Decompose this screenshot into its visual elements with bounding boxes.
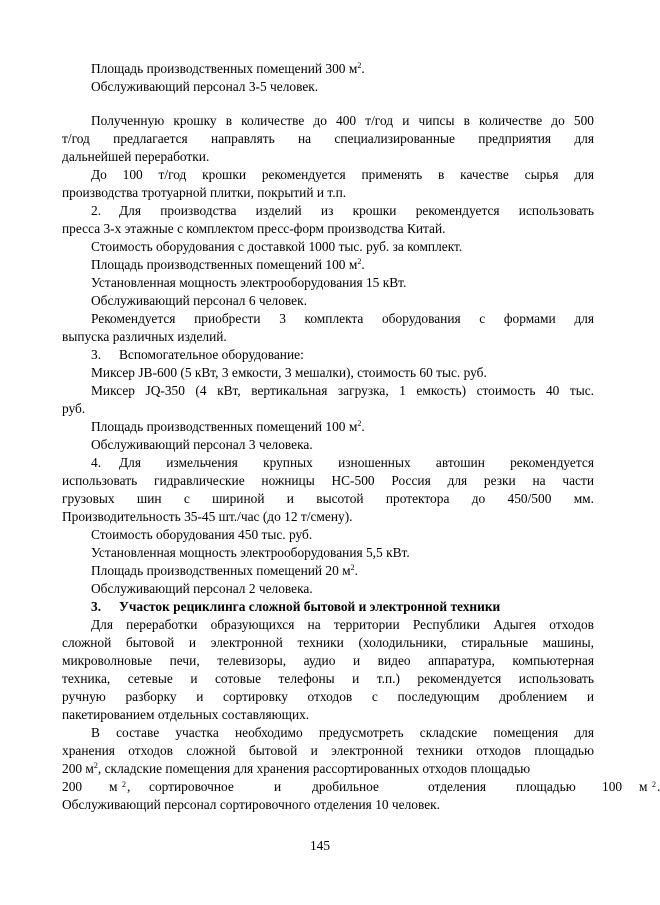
numbered-item: 4. Для измельчения крупных изношенных автошин рекомендуется <box>91 455 594 470</box>
page-number: 145 <box>309 838 331 853</box>
text-line: микроволновые печи, телевизоры, аудио и видео аппаратура, компьютерная <box>62 653 594 668</box>
text-line: 200 $м^2$, складские помещения для хранения рассортированных отходов площадью <box>62 761 531 776</box>
text-line: Обслуживающий персонал 3-5 человек. <box>91 79 319 94</box>
text-line: Обслуживающий персонал 3 человека. <box>91 437 313 452</box>
text-line: грузовых шин с шириной и высотой протектора до 450/500 мм. <box>62 491 594 506</box>
text-line: В составе участка необходимо предусмотреть складские помещения для <box>91 725 594 740</box>
text-line: Производительность 35-45 шт./час (до 12 т/смену). <box>62 509 353 524</box>
text-line: т/год предлагается направлять на специализированные предприятия для <box>62 131 594 146</box>
text-line: Площадь производственных помещений 20 $м^2$. <box>91 563 358 578</box>
text-line: техника, сетевые и сотовые телефоны и т.п.) рекомендуется использовать <box>62 671 594 686</box>
text-line: пресса 3-х этажные с комплектом пресс-форм производства Китай. <box>62 221 446 236</box>
text-line: До 100 т/год крошки рекомендуется применять в качестве сырья для <box>91 167 594 182</box>
text-line: Обслуживающий персонал 6 человек. <box>91 293 307 308</box>
text-line: выпуска различных изделий. <box>62 329 227 344</box>
text-line: Обслуживающий персонал 2 человека. <box>91 581 313 596</box>
text-line: пакетированием отдельных составляющих. <box>62 707 310 722</box>
text-line: Стоимость оборудования с доставкой 1000 тыс. руб. за комплект. <box>91 239 463 254</box>
text-line: руб. <box>62 401 86 416</box>
text-line: Полученную крошку в количестве до 400 т/год и чипсы в количестве до 500 <box>91 113 594 128</box>
text-line: Рекомендуется приобрести 3 комплекта оборудования с формами для <box>91 311 594 326</box>
text-line: производства тротуарной плитки, покрытий и т.п. <box>62 185 347 200</box>
text-line: Площадь производственных помещений 100 $м^2$. <box>91 419 365 434</box>
text-line: 200 м 2 , сортировочное и дробильное отделения площадью 100 м 2 <box>62 779 656 794</box>
text-line: Стоимость оборудования 450 тыс. руб. <box>91 527 313 542</box>
text-line: Для переработки образующихся на территории Республики Адыгея отходов <box>91 617 594 632</box>
numbered-item: 3. Вспомогательное оборудование: <box>91 347 304 362</box>
text-line: Площадь производственных помещений 300 $м^2$. <box>91 61 365 76</box>
text-line: сложной бытовой и электронной техники (холодильники, стиральные машины, <box>62 635 594 650</box>
numbered-item: 2. Для производства изделий из крошки рекомендуется использовать <box>91 203 594 218</box>
text-line: хранения отходов сложной бытовой и электронной техники отходов площадью <box>62 743 594 758</box>
text-line: использовать гидравлические ножницы НС-500 Россия для резки на части <box>62 473 594 488</box>
text-line: Установленная мощность электрооборудования 15 кВт. <box>91 275 407 290</box>
text-line: Обслуживающий персонал сортировочного отделения 10 человек. <box>62 797 441 812</box>
text-line: Миксер JB-600 (5 кВт, 3 емкости, 3 мешалки), стоимость 60 тыс. руб. <box>91 365 487 380</box>
text-line: Установленная мощность электрооборудования 5,5 кВт. <box>91 545 410 560</box>
text-line: Площадь производственных помещений 100 $м^2$. <box>91 257 365 272</box>
text-line: Миксер JQ-350 (4 кВт, вертикальная загрузка, 1 емкость) стоимость 40 тыс. <box>91 383 594 398</box>
section-heading: 3. Участок рециклинга сложной бытовой и электронной техники <box>91 599 501 614</box>
text-line: дальнейшей переработки. <box>62 149 210 164</box>
text-line: ручную разборку и сортировку отходов с последующим дроблением и <box>62 689 594 704</box>
